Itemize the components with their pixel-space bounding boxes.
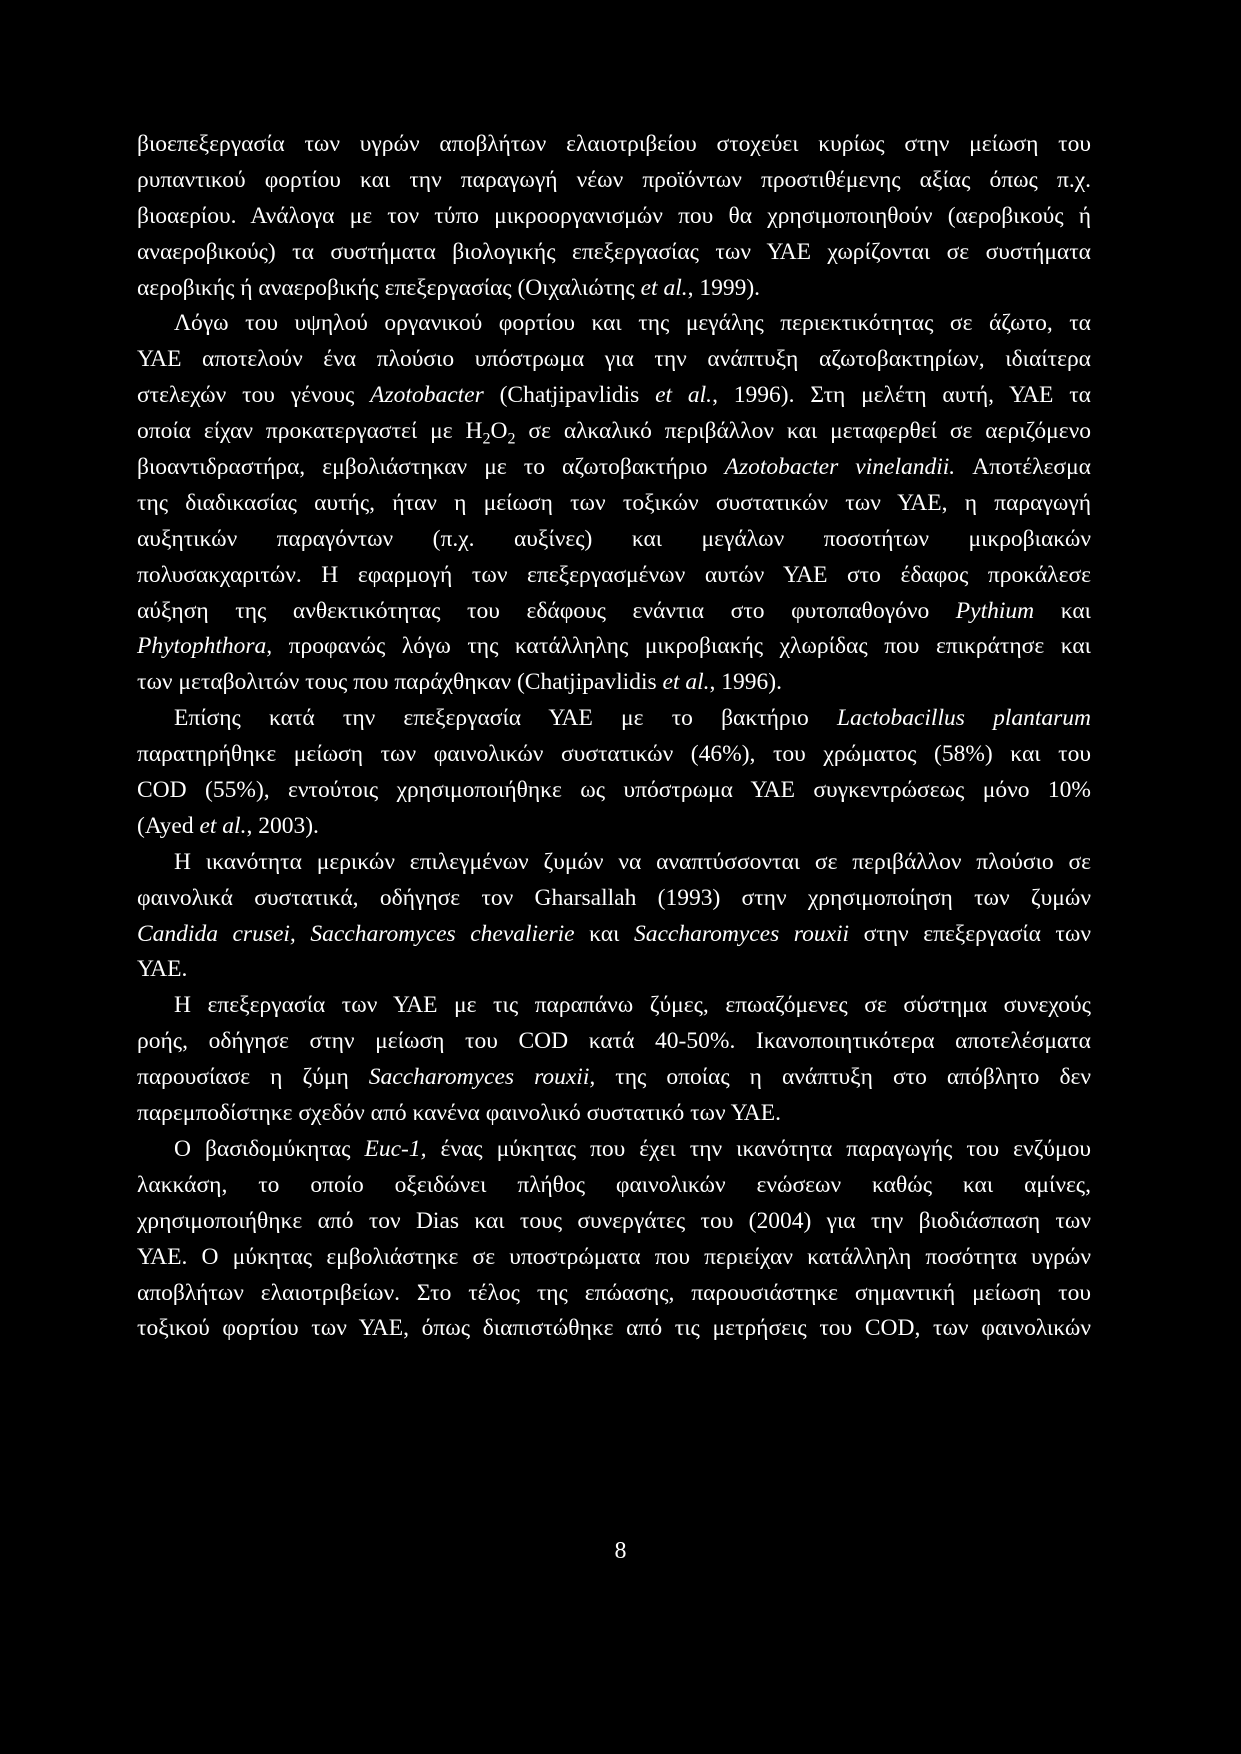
italic-text: Phytophthora, (137, 633, 273, 660)
italic-text: Candida crusei, Saccharomyces chevalierie (137, 920, 575, 947)
page-number: 8 (614, 1538, 627, 1564)
text-line (137, 163, 1091, 199)
text-run: στην επεξεργασία των (849, 920, 1091, 947)
text-line (137, 1240, 1091, 1276)
text-run: , 1999). (687, 274, 761, 301)
text-run: αύξηση της ανθεκτικότητας του εδάφους ενάντια στο φυτοπαθογόνο (137, 597, 956, 624)
text-run: βιοεπεξεργασία των υγρών αποβλήτων ελαιοτριβείου στοχεύει κυρίως στην μείωση του (137, 131, 1091, 157)
text-line (137, 773, 1091, 809)
text-run: ΥΑΕ. Ο μύκητας εμβολιάστηκε σε υποστρώματα που περιείχαν κατάλληλη ποσότητα υγρών (137, 1243, 1091, 1270)
text-line (137, 1311, 1091, 1347)
text-run: της οποίας η ανάπτυξη στο απόβλητο δεν (595, 1064, 1092, 1091)
text-run: , 1996). (709, 669, 782, 696)
text-line (137, 306, 1091, 342)
text-line (137, 629, 1091, 665)
text-line (137, 1276, 1091, 1312)
text-run: αεροβικής ή αναεροβικής επεξεργασίας (Οιχαλιώτης (137, 274, 641, 301)
text-line (137, 1132, 1091, 1168)
text-line (137, 988, 1091, 1024)
text-run: Ο (490, 418, 508, 445)
text-line (137, 1096, 1091, 1132)
italic-text: et al. (199, 812, 247, 839)
text-line (137, 1204, 1091, 1240)
text-run: των μεταβολιτών τους που παράχθηκαν (Chatjipavlidis (137, 669, 663, 696)
text-line (137, 522, 1091, 558)
text-run: (Chatjipavlidis (483, 382, 656, 409)
text-run: παρεμποδίστηκε σχεδόν από κανένα φαινολικό συστατικό των ΥΑΕ. (137, 1100, 781, 1127)
text-run: βιοαερίου. Ανάλογα με τον τύπο μικροοργανισμών που θα χρησιμοποιηθούν (αεροβικούς ή (137, 202, 1091, 229)
text-run: (Ayed (137, 812, 200, 839)
text-run: ρυπαντικού φορτίου και την παραγωγή νέων προϊόντων προστιθέμενης αξίας όπως π.χ. (137, 166, 1091, 193)
text-run: χρησιμοποιήθηκε από τον Dias και τους συνεργάτες του (2004) για την βιοδιάσπαση των (137, 1207, 1091, 1234)
text-run: παρατηρήθηκε μείωση των φαινολικών συστατικών (46%), του χρώματος (58%) και του (137, 741, 1091, 768)
italic-text: Saccharomyces rouxii (633, 920, 850, 947)
italic-text: Azotobacter vinelandii. (724, 454, 956, 481)
text-run: ένας μύκητας που έχει την ικανότητα παραγωγής του ενζύμου (426, 1135, 1091, 1162)
text-line (137, 845, 1091, 881)
text-run: Ο βασιδομύκητας (174, 1135, 365, 1162)
subscript-text: 2 (482, 430, 491, 448)
text-run: λακκάση, το οποίο οξειδώνει πλήθος φαινολικών ενώσεων καθώς και αμίνες, (137, 1171, 1091, 1198)
text-run: και (1034, 597, 1091, 624)
italic-text: Saccharomyces rouxii, (368, 1064, 596, 1091)
italic-text: et al. (662, 669, 710, 696)
text-line (137, 594, 1091, 630)
italic-text: et al. (655, 382, 713, 409)
text-run: Η επεξεργασία των ΥΑΕ με τις παραπάνω ζύμες, επωαζόμενες σε σύστημα συνεχούς (174, 992, 1091, 1019)
text-line (137, 486, 1091, 522)
text-line (137, 414, 1091, 450)
text-run: Λόγω του υψηλού οργανικού φορτίου και της μεγάλης περιεκτικότητας σε άζωτο, τα (174, 310, 1091, 337)
text-run: , 1996). Στη μελέτη αυτή, ΥΑΕ τα (712, 382, 1091, 409)
text-run: ΥΑΕ αποτελούν ένα πλούσιο υπόστρωμα για την ανάπτυξη αζωτοβακτηρίων, ιδιαίτερα (137, 346, 1091, 373)
text-line (137, 199, 1091, 235)
italic-text: Euc-1, (364, 1135, 427, 1162)
text-run: αυξητικών παραγόντων (π.χ. αυξίνες) και μεγάλων ποσοτήτων μικροβιακών (137, 525, 1091, 552)
text-run: Η ικανότητα μερικών επιλεγμένων ζυμών να αναπτύσσονται σε περιβάλλον πλούσιο σε (174, 848, 1091, 875)
text-run: παρουσίασε η ζύμη (137, 1064, 369, 1091)
text-run: πολυσακχαριτών. Η εφαρμογή των επεξεργασμένων αυτών ΥΑΕ στο έδαφος προκάλεσε (137, 561, 1091, 588)
text-run: οποία είχαν προκατεργαστεί με Η (137, 418, 483, 445)
text-line (137, 271, 1091, 307)
text-line (137, 342, 1091, 378)
text-run: στελεχών του γένους (137, 382, 371, 409)
text-line (137, 917, 1091, 953)
text-line (137, 1060, 1091, 1096)
italic-text: Pythium (955, 597, 1035, 624)
text-run: της διαδικασίας αυτής, ήταν η μείωση των τοξικών συστατικών των ΥΑΕ, η παραγωγή (137, 489, 1091, 516)
text-run: , 2003). (246, 812, 319, 839)
text-line (137, 378, 1091, 414)
text-line (137, 737, 1091, 773)
text-run: αναεροβικούς) τα συστήματα βιολογικής επεξεργασίας των ΥΑΕ χωρίζονται σε συστήματα (137, 238, 1091, 265)
text-run: προφανώς λόγω της κατάλληλης μικροβιακής χλωρίδας που επικράτησε και (272, 633, 1091, 660)
text-run: Επίσης κατά την επεξεργασία ΥΑΕ με το βακτήριο (174, 705, 837, 732)
text-line (137, 665, 1091, 701)
body-text (137, 127, 1091, 1347)
text-run: ροής, οδήγησε στην μείωση του COD κατά 40-50%. Ικανοποιητικότερα αποτελέσματα (137, 1028, 1091, 1055)
subscript-text: 2 (507, 430, 516, 448)
text-line (137, 809, 1091, 845)
text-line (137, 450, 1091, 486)
text-run: τοξικού φορτίου των ΥΑΕ, όπως διαπιστώθηκε από τις μετρήσεις του COD, των φαινολικών (137, 1315, 1091, 1342)
text-line (137, 881, 1091, 917)
text-run: αποβλήτων ελαιοτριβείων. Στο τέλος της επώασης, παρουσιάστηκε σημαντική μείωση του (137, 1279, 1091, 1306)
text-line (137, 701, 1091, 737)
text-line (137, 952, 1091, 988)
text-run: Αποτέλεσμα (955, 454, 1091, 481)
text-run: ΥΑΕ. (137, 956, 188, 983)
italic-text: Azotobacter (370, 382, 484, 409)
text-line (137, 1024, 1091, 1060)
text-line (137, 1168, 1091, 1204)
text-run: βιοαντιδραστήρα, εμβολιάστηκαν με το αζωτοβακτήριο (137, 454, 725, 481)
text-run: σε αλκαλικό περιβάλλον και μεταφερθεί σε αεριζόμενο (515, 418, 1092, 445)
text-line (137, 235, 1091, 271)
text-run: COD (55%), εντούτοις χρησιμοποιήθηκε ως υπόστρωμα ΥΑΕ συγκεντρώσεως μόνο 10% (137, 777, 1091, 804)
text-run: φαινολικά συστατικά, οδήγησε τον Gharsallah (1993) στην χρησιμοποίηση των ζυμών (137, 884, 1091, 911)
text-line (137, 558, 1091, 594)
text-line (137, 127, 1091, 163)
italic-text: Lactobacillus plantarum (836, 705, 1091, 732)
italic-text: et al. (640, 274, 688, 301)
text-run: και (574, 920, 634, 947)
